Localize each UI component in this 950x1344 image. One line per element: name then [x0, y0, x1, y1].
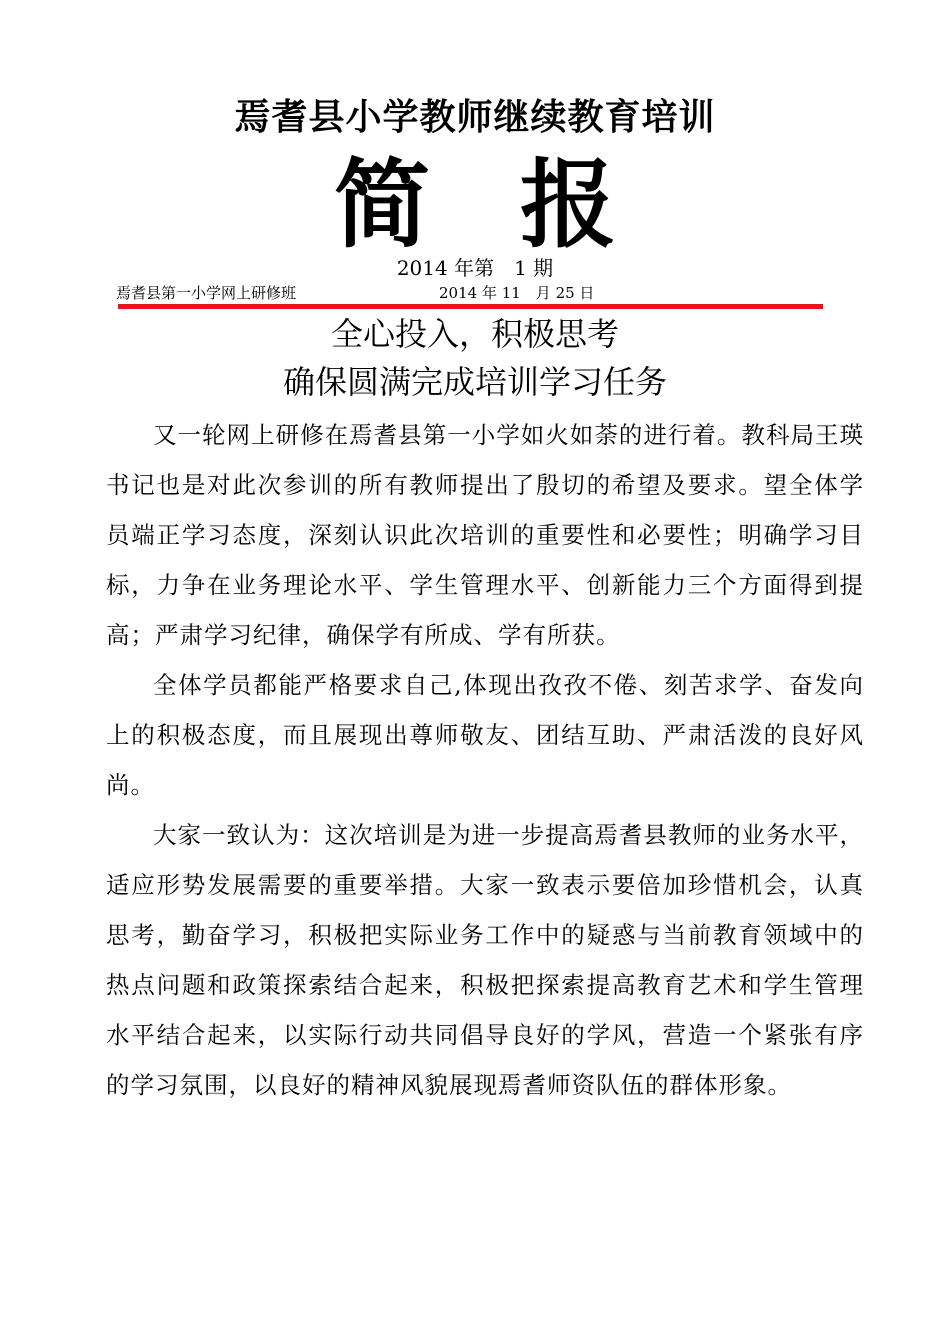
- headline-line-2: 确保圆满完成培训学习任务: [282, 363, 667, 401]
- masthead-title: 焉耆县小学教师继续教育培训: [234, 97, 716, 138]
- bulletin-title-char-2: 报: [520, 149, 616, 261]
- article-body: [106, 410, 864, 1110]
- paragraph: 又一轮网上研修在焉耆县第一小学如火如荼的进行着。教科局王瑛书记也是对此次参训的所有教师提出了殷切的希望及要求。望全体学员端正学习态度，深刻认识此次培训的重要性和必要性；明确学习目标，力争在业务理论水平、学生管理水平、创新能力三个方面得到提高；严肃学习纪律，确保学有所成、学有所获。: [106, 421, 864, 649]
- bulletin-title: [0, 150, 950, 260]
- paragraph: 大家一致认为：这次培训是为进一步提高焉耆县教师的业务水平，适应形势发展需要的重要举措。大家一致表示要倍加珍惜机会，认真思考，勤奋学习，积极把实际业务工作中的疑惑与当前教育领域中的热点问题和政策探索结合起来，积极把探索提高教育艺术和学生管理水平结合起来，以实际行动共同倡导良好的学风，营造一个紧张有序的学习氛围，以良好的精神风貌展现焉耆师资队伍的群体形象。: [106, 821, 864, 1099]
- paragraph: 全体学员都能严格要求自己,体现出孜孜不倦、刻苦求学、奋发向上的积极态度，而且展现出尊师敬友、团结互助、严肃活泼的良好风尚。: [106, 671, 864, 799]
- headline-line-1: 全心投入，积极思考: [330, 315, 619, 353]
- meta-row: [116, 282, 816, 304]
- publish-date: 2014 年 11 月 25 日: [439, 284, 595, 302]
- organization-name: 焉耆县第一小学网上研修班: [116, 284, 297, 302]
- issue-number: 2014 年第 1 期: [396, 256, 554, 280]
- red-divider-rule: [118, 304, 823, 309]
- bulletin-title-char-1: 简: [334, 149, 430, 261]
